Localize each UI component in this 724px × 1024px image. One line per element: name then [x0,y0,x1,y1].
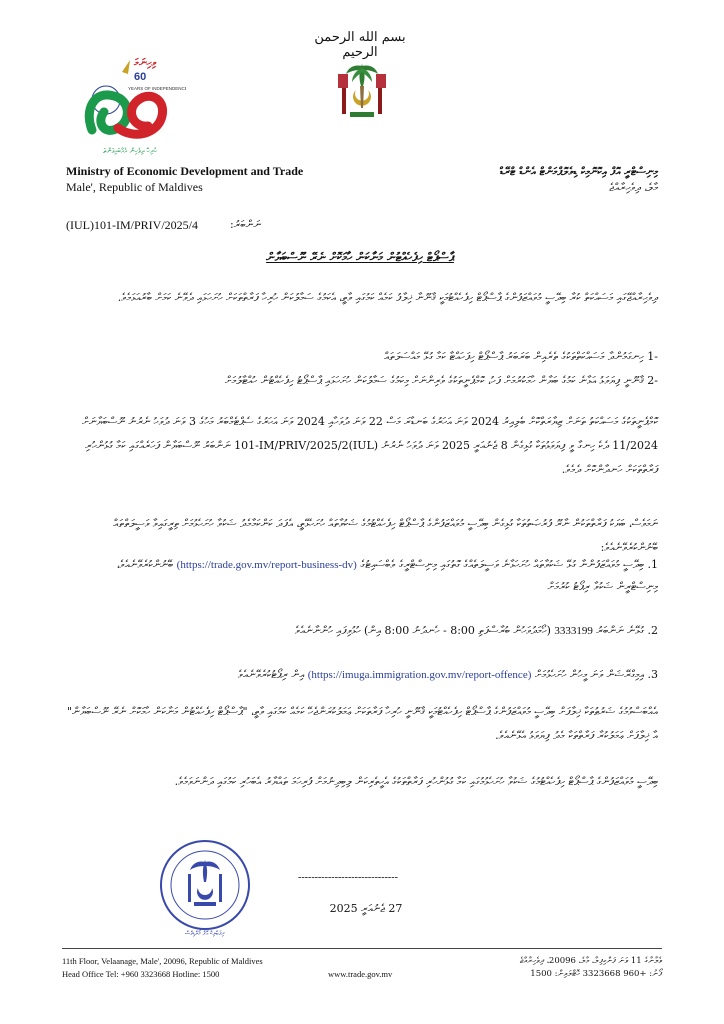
list-item [86,620,658,642]
seal-caption: ރިޕަބްލިކް އޮފް މޯލްޑިވްސް [184,930,225,937]
footer-website-link[interactable]: www.trade.gov.mv [328,969,393,979]
list-item [66,346,658,368]
signature-line: ------------------------------ [298,872,398,883]
reference-number: (IUL)101-IM/PRIV/2025/4 [66,218,198,232]
official-seal-icon [158,838,252,932]
list-item [86,554,658,598]
background-paragraph: ކޮމްޕެނީތަކުގެ މަސައްކަތު ތަނަށް ޒިޔާރަތްކޮށް ބެލިއިރު 2024 ވަނަ އަހަރުގެ ބަނޑާރަ މަސް 22 ވަނަ ދުވަހާއި 2024 ވަނަ އަހަރުގެ ސެޕްޓެމްބަރު މަހުގެ 3 ވަނަ ދުވަހު ނެރުނު ނޫސްބަޔާނަށް 11/2024 ދެކެ ހިނގާ ވީ ފިޔަވަޅުތަކާ ގުޅިގެން 8 ޖެނުއަރީ 2025 ވަނަ ދުވަހު ނެރުނު (IUL)101-IM/PRIV/2025/2 ނަންބަރު ނޫސްބަޔާން ފަހަރެއްގައި ކަމާ ގުޅުންހުރި ފަރާތްތަކަށް ހަނދާންކޮށް ދެމެވެ. [82,415,658,476]
hours-text: (ހޯމަދުވަހުން ބުރާސްފަތި 8:00 - ހެނދުނު 8:00 އިން) [363,624,551,637]
hotline-number: 3333199 [554,625,593,637]
ministry-name-en: Ministry of Economic Development and Trade [66,164,304,178]
closing-paragraph: އެއްބަސްވުމުގެ ޝަރުޠުތަކާ ޚިލާފަށް ބިދޭސީ މުވައްޒަފުންގެ ޕާސްޕޯޓް ހިފެހެއްޓުމަކީ ޤާނޫނީ ހުރިހާ ފަރާތަކަށް ޢަމަލުކުރަންޖެހޭ ކަމެއް ކަމުގައި ވާތީ، "ޕާސްޕޯޓް ހިފެހެއްޓުން މަނާކަން ހާމަކޮށް ނެރޭ ނޫސްބަޔާން" އާ ޚިލާފަށް ޢަމަލުކުރާ ފަރާތްތަކާ މެދު ފިޔަވަޅު އެޅޭނެއެވެ. [67,705,658,742]
state-emblem-icon [336,56,388,120]
list-item-text: ޤާނޫނީ ފިޔަވަޅު އަޅާނެ ކަމުގެ ބަޔާން ހާމަކުރުމަށް ފަހު، ކޮމްޕެނީތަކުގެ ވެރިންނަށް މިކަމުގެ ސަމާލުކަން ހުށަހަޅައި ޕާސްޕޯޓު ހިފެހެއްޓުން ހުއްޓާލުމަށް [224,374,644,387]
list-item-text: އިން ރިޕޯޓުކުރެވޭނެއެވެ [237,668,305,681]
anniversary-logo-text: YEARS OF INDEPENDENCE [128,86,186,91]
ministry-name-dv: މިނިސްޓްރީ އޮފް އިކޮނޮމިކް ޑިވެލޮޕްމަންޓް އެންޑް ޓްރޭޑް [499,165,658,178]
footer-address-dv: ވެލާނާގެ 11 ވަނަ ފަންގިފިލާ، މާލެ، 20096، ދިވެހިރާއްޖެ [519,956,662,966]
footer-divider [62,948,662,949]
intro-paragraph: ދިވެހިރާއްޖޭގައި މަސައްކަތް ކުރާ ބިދޭސީ މުވައްޒަފުންގެ ޕާސްޕޯޓް ހިފެހެއްޓުމަކީ ޤާނޫނާ ޚިލާފު ކަމެއް ކަމުގައި ވާތީ، އެކަމުގެ ސަމާލުކަން ހުރިހާ ފަރާތްތަކަށް ހުށަހަޅައި ދެވޭނެ ކަމަށް ބާރުއަޅަމެވެ. [117,291,658,304]
list-item-text: ބިދޭސީ މުވައްޒަފުންނާ ގުޅޭ ޝަކުވާތައް ހުށަހަޅާނެ ވަސީލަތެއްގެ ގޮތުގައި މިނިސްޓްރީގެ ވެބްސައިޓުގެ [360,558,644,571]
list-item-text: ހުޅުވިފައި ހުންނާނެއެވެ [294,624,361,637]
list-item-text: އިމިގްރޭޝަން ވަނަ މީހުން ހުށަހެޅުމަށް [534,668,644,681]
list-item [86,664,658,686]
anniversary-logo-dv: ވިހިނަމަ [134,56,156,69]
footer-phone-en: Head Office Tel: +960 3323668 Hotline: 1500 [62,969,220,979]
ministry-address-en: Male', Republic of Maldives [66,180,203,194]
anniversary-logo-tagline: ހުރިހާ ދިވެހިން އެއްބައިވަންތަ [103,147,157,155]
footer-phone-dv: ފޯނު: +960 3323668 ހޮޓްލައިން: 1500 [530,969,662,979]
page-title: ޕާސްޕޯޓް ހިފެހެއްޓުން މަނާކަން ހާމަކޮށް ނެރޭ ނޫސްބަޔާން [266,250,454,264]
list-number: 1. [647,558,658,571]
reference-label: ނަންބަރު: [230,218,262,231]
bismillah: بسم الله الرحمن الرحيم [314,30,406,60]
list-item-text: ބޭނުންކުރެވޭނެއެވެ، މިނިސްޓްރީން ޝަކުވާ ރިޕޯޓު ކުރުމަށް [116,558,658,593]
list-item-text: ގުޅޭނެ ނަންބަރު [596,624,644,637]
list-item [66,370,658,392]
list-number: 3. [647,668,658,681]
anniversary-logo-number: 60 [134,71,147,83]
footer-address-en: 11th Floor, Velaanage, Male', 20096, Republic of Maldives [62,956,263,966]
list-number: -1 [643,350,658,363]
list-number: -2 [643,374,658,387]
independence-anniversary-logo [74,50,186,160]
report-business-link[interactable]: (https://trade.gov.mv/report-business-dv) [176,559,357,571]
channels-paragraph: ނަމަވެސް، ބަޔަކު ފަރާތްތަކުން ނާރޫ ފުރުޞަތުތަކާ ގުޅިގެން ބިދޭސީ މުވައްޒަފުންގެ ޕާސްޕޯޓް ހިފެހެއްޓުމުގެ ޝަކުވާތައް ހުށަހެޅޭތީ، އެފަދަ ކަންކަމާމެދު ޝަކުވާ ހުށަހެޅުމަށް ތިރީގައިވާ ވަސީލަތްތައް ބޭނުންކުރެވޭނެއެވެ: [113,517,658,554]
closing-paragraph-2: ބިދޭސީ މުވައްޒަފުންގެ ޕާސްޕޯޓް ހިފެހެއްޓުމުގެ ޝަކުވާ ހުށަހެޅުމުގައި ކަމާ ގުޅުންހުރި ފަރާތްތަކުގެ އެހީތެރިކަން ލިބިދިނުމަށް ފުރިހަމަ ތައްޔާރު އެބަހުރި ކަމުގައި ދަންނަވަމެވެ. [174,775,658,788]
ministry-address-dv: މާލެ، ދިވެހިރާއްޖެ [609,181,658,194]
list-item-text: ހިނގަމުންދާ މަސައްކަތްތަކުގެ ތެރެއިން ބަރަބަރު ޕާސްޕޯޓް ހިފަހައްޓާ ކަމާ ގުޅޭ މައްސަލަތައް [384,350,644,363]
signature-date: 27 ޖެނުއަރީ 2025 [329,902,403,915]
report-offence-link[interactable]: (https://imuga.immigration.gov.mv/report-offence) [307,669,532,681]
list-number: 2. [647,624,658,637]
